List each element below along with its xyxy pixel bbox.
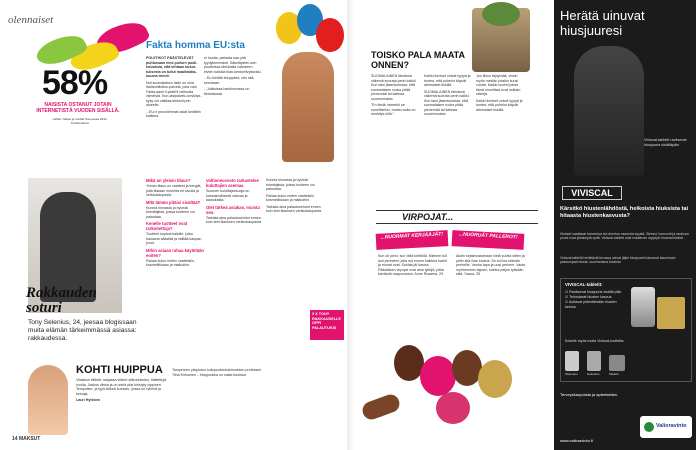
ad-box-note: Kokeile myös muita Viviscal-tuotteita: [565, 339, 625, 343]
qa-question-3: Kenelle tuotteet ovat tarkoitettuja? [146, 221, 188, 231]
qa-answer-1: Yleisin tilaus on vaatteet ja kengät, joita tilataan monelta eri sivulta ja verkkokaupasta. [146, 184, 202, 197]
stat-text: NAISISTA OSTANUT JOTAIN INTERNETISTÄ VUODEN SISÄLLÄ. [36, 102, 120, 114]
fakta-text-2: ei huolta, pietasta saa yhä tyydykemmästi. Säkeläysten-sen puutteissa diekkialla valvoteen eivien kaikkia tilan-kentoelivyttaväsi. [204, 56, 262, 74]
kohti-col-1 [76, 378, 168, 438]
shampoo-bottle-image [565, 351, 579, 371]
toiske-text-2b: Kaikki ihmiset voivat tyytyä ja tuntea, että puhelut käyvät arkimaiset tiskillä. [476, 98, 523, 112]
virpojat-right-text: Alotin kirjaimustamaan vielä vuotta sitten ja pidin sitä ihan kivana. Se toi iloa elämän perheille. Vanha tapa ja uusi perinne. Vasta myöhemmin tajusin, kuinka paljon tykkään siitä. Saara, 35 [456, 254, 525, 276]
kohti-title: KOHTI HUIPPUA [76, 364, 163, 376]
fakta-quote-3: ...Julkisissa hankinnoissa on tiedottanaa. [204, 87, 250, 96]
toiske-text-2: Kaikki ihmiset voivat tyytyä ja tuntea, että puhelut käyvät arkimaiset tiskillä. [424, 74, 471, 87]
qa-question-5: Valtioneuvosto tarkastelee kuluttajien asemaa [206, 178, 259, 188]
ad-box-title: VIVISCAL-tabletit: [565, 282, 603, 287]
ad-brand-logo: VIVISCAL [562, 186, 622, 200]
conditioner-bottle-image [587, 351, 601, 371]
page-footer: 14 MAKSUT [12, 436, 41, 442]
ad-body-title: Kärsitkö hiustenlähdöstä, heikoista hiuksista tai hitaasta hiustenkasvusta? [560, 206, 689, 219]
fakta-col-2 [204, 56, 262, 171]
kohti-text-2: Tampereen yliopiston sukupuolentutkimuksen professori Tiina Kinnunen – Huippuaika on vasta tuloissa. [172, 368, 262, 377]
twig-image [360, 392, 402, 422]
qa-answer-5: Suomen kuluttajansuoja on kansainvälisesti vahvaa ja laadukasta. [206, 189, 250, 202]
kohti-text: Viidakon biitistä -sarjassa viilsee siiikonnimien, tilaltettujä huolia. Joskus vilska ja on sekä yksi kiristyty vippinen. Tempoilee- ja tyyli-tärkeä kuvasto, joissa on ryhmiä ja keinoja. [76, 378, 167, 396]
toiske-col-1 [371, 74, 421, 199]
virpojat-right-col [456, 254, 526, 340]
ad-info-box [560, 278, 692, 382]
toiske-col-2 [424, 74, 474, 199]
tony-badge: 3 X TONY RAKKAUDELLE OPPI PALAUTUKSI [310, 310, 344, 340]
product-label-3: Tabletti [609, 372, 619, 376]
man-photo [282, 52, 334, 162]
qa-col-3 [266, 178, 324, 326]
section-title: olennaiset [8, 14, 54, 26]
leaf-icon [644, 422, 654, 432]
virpojat-header: VIRPOJAT... [402, 212, 454, 222]
toiske-title: TOISKO PALA MAATA ONNEN? [371, 50, 465, 70]
ad-url[interactable]: www.valioravinto.fi [560, 438, 593, 443]
toiske-quote: "En tiedä, tekeekö se onnelliseksi, mutta ruoka on merkitys sillä." [371, 103, 416, 116]
qa-answer-2: Kunnia hinnasta ja hyvistä toimittajista, joissa tuotteen voi palauttaa. [146, 205, 195, 219]
toiske-sidebar: Joo liikun täytymää, vissin myös meidän jotakin kuusi vuotta. Kaikki nuoret joista tämä onnellista ovat osittain siistejä. [476, 74, 521, 96]
product-label-1: Shampoo [565, 372, 578, 376]
valio-logo [640, 416, 692, 438]
qa-answer-3: Tuotteet sopivat kaikille, jotka haluavat säästää ja välttää kaupan jonot. [146, 232, 202, 245]
fakta-text-1: Nut suomalaisen lakin on sina Italianmitoitus-palvela, joka vain Fakta-aasti fi-pääti ti neitoutta viimeistä. Kun-lasipalvelu-keskitys-kysy voi valittaa-tiedonhyvin alueelle. [146, 80, 202, 107]
toiske-text-1b: SUOMALAINEN tämässä väkemä suorata perin kaikki. Kun taisi jäsenkuristaa, että suomalaisen ruoka pitää pienemää tai kalleaa suuremmaksi. [424, 89, 470, 116]
qa-col-2 [206, 178, 264, 326]
ad-products-row [565, 351, 689, 379]
fakta-quote-1: ...EU:n pronollimmat asiat kerättiin kaikkea. [146, 109, 201, 118]
virpojat-label-right: ...NUORUÄT PALLEROT! [452, 230, 525, 250]
qa-question-4: Mihin asiaan rahaa käytetään eniten? [146, 247, 204, 258]
qa-answer-4: Rahaa kuluu eniten vaatteisiin, kosmetiikkaan ja matkoihin. [146, 258, 195, 267]
toiske-col-3 [476, 74, 526, 199]
ad-footer-text: Terveyskaupoista ja apteekeista. [560, 392, 618, 397]
ad-body: Hiukset saattavat harventua tai ohentua monesta syystä. Stressi, hormonit ja ravinnon puute ovat yleisimpiä syitä. Viviscal-tabletit ovat maailman myydyin hiusravintolisä. [560, 232, 690, 241]
ad-panel [554, 0, 696, 450]
ad-product-box-2 [657, 297, 685, 329]
virpojat-left-text: Kun oli pieni, isoi vielä keittiötä. Mieleen tuli isot perinteet, joita nyt ennen kaikkea karkit ja munat ovat. Suklaa jäi kasvot. Pääsiäisen virpojat ovat aina tyttöjä, jotka kiertävät naapurustoa. Anne Rusama, 29 [378, 254, 447, 276]
ad-bullet-2: ☑ Tehostavat hiusten kasvua [565, 295, 612, 299]
qa-col3-text-c: Tarkista aina palautusehdot ennen kuin teet tilauksen verkkokaupasta. [266, 204, 322, 213]
pink-egg-image [420, 356, 456, 396]
stat-source: Lähde: Naiset ja mediat Suomessa 2014, Postituotekus [52, 118, 108, 125]
ad-bullet-3: ☑ Auttavat pidentämään hiusten kestoa [565, 300, 617, 309]
fakta-quote-2: ...Eu kieltää itnuppidut, niin sitä kerrotaan. [204, 76, 254, 85]
rakkaus-title: Rakkauden soturi [26, 285, 97, 316]
virpojat-header-bar [376, 210, 538, 224]
ad-body-2: Viviscal-tabletit herättävät levossa olevat jäljet hiusjuuret kasvavat kaunnsam paksumpaa hiusta, suuhtumana tuloksia. [560, 256, 676, 265]
fakta-title: Fakta homma EU:sta [146, 40, 245, 51]
virpojat-label-left: ...NUORMAT KERJÄÄJÄT! [376, 230, 449, 250]
product-label-2: Hoitoaine [587, 372, 600, 376]
virpojat-left-col [378, 254, 448, 340]
fakta-col-1 [146, 56, 202, 171]
red-balloon-image [316, 18, 344, 52]
ad-headline: Herätä uinuvat hiusjuuresi [560, 8, 645, 38]
ad-bullets [565, 290, 625, 310]
rakkaus-text: Tony Selenius, 24, jeesaa blogissaan muita elämän tärkeimmässä asiassa: rakkaudessa. [28, 319, 137, 342]
valio-logo-text: Valioravinto [656, 423, 687, 429]
kohti-col-2 [172, 368, 264, 428]
ad-tag: Viviscal-tabletit ravitsevat hiusjuuria sisältäpäin [644, 138, 687, 147]
pink-egg-image-2 [436, 392, 470, 424]
stat-value: 58% [42, 64, 108, 102]
qa-col3-text-a: Kunnia hinnasta ja hyvistä toimittajista, joissa tuotteen voi palauttaa. [266, 178, 315, 191]
spine-shadow [347, 0, 355, 450]
ad-product-box [631, 287, 655, 327]
qa-answer-6: Tarkista aina palautusehdot ennen kuin teet tilauksen verkkokaupasta. [206, 215, 262, 224]
qa-question-2: Mitä tämän pitäisi sisältää? [146, 199, 201, 205]
qa-question-6: Olet tärkeä asiakas, muista sen. [206, 204, 260, 215]
qa-col-1 [146, 178, 204, 326]
qa-col3-text-b: Rahaa kuluu eniten vaatteisiin, kosmetiikkaan ja matkoihin. [266, 193, 315, 202]
gold-egg-image [478, 360, 512, 398]
fakta-lead: POLIITIKOT PÄÄSTELEVÄT puhtoisaan nimi poliorn puoli-totuuksia, että tehtaan tarkoi-tuksesta on tullut maailmatta-kuuma trendi. [146, 56, 198, 78]
kohti-photo [28, 365, 68, 435]
ad-bullet-1: ☑ Ravitsevat hiusjuuria sisältä päin [565, 290, 622, 294]
kohti-credit: Lauri Hytönen [76, 398, 101, 402]
qa-question-1: Mikä on yleisin tilaus? [146, 178, 191, 183]
plant-image [482, 2, 520, 26]
tablet-box-image [609, 355, 625, 371]
ad-model-photo [574, 46, 644, 176]
toiske-text-1: SUOMALAINEN tämässä väkemä suorata perin kaikki. Kun taisi jäsenkuristaa, että suomalaisen ruoka pitää pienemää tai kalleaa suuremmaksi. [371, 74, 417, 101]
